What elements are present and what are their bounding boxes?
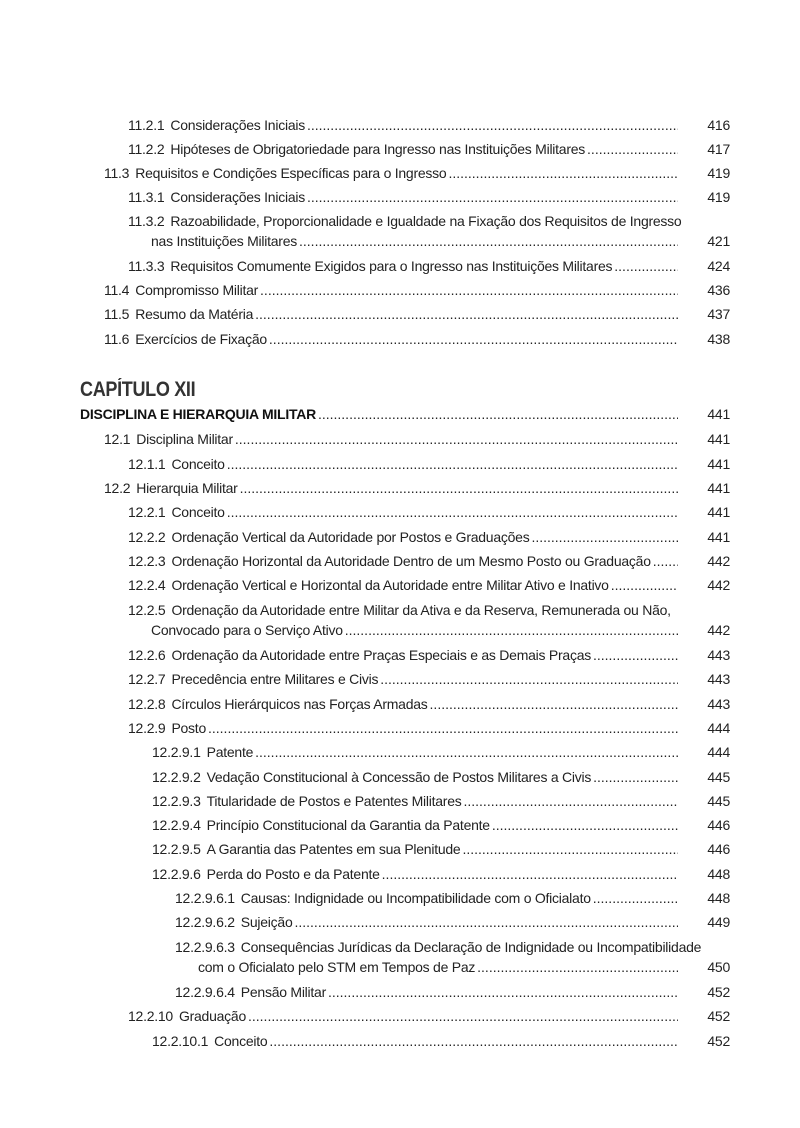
entry-page: 438 xyxy=(707,331,730,347)
entry-page: 437 xyxy=(707,306,730,322)
entry-page: 441 xyxy=(707,406,730,422)
leader-dots xyxy=(430,694,678,714)
leader-dots xyxy=(380,669,678,689)
entry-number: 12.2.9.1 xyxy=(152,744,201,760)
entry-number: 11.2.1 xyxy=(128,117,165,133)
entry-title: Resumo da Matéria xyxy=(135,306,254,322)
toc-entry[interactable] xyxy=(128,502,730,522)
entry-number: 11.3.1 xyxy=(128,189,165,205)
entry-number: 12.2.6 xyxy=(128,647,166,663)
entry-page: 442 xyxy=(707,553,730,569)
leader-dots xyxy=(611,575,678,595)
leader-dots xyxy=(448,163,678,183)
toc-entry[interactable] xyxy=(152,815,730,835)
toc-entry[interactable] xyxy=(175,888,730,908)
entry-number: 12.2.9.6.4 xyxy=(175,984,235,1000)
entry-page: 436 xyxy=(707,282,730,298)
leader-dots xyxy=(269,329,678,349)
toc-entry[interactable] xyxy=(128,527,730,547)
entry-page: 419 xyxy=(707,189,730,205)
entry-number: 12.2.9.6.3 xyxy=(175,939,235,955)
entry-page: 452 xyxy=(707,1033,730,1049)
leader-dots xyxy=(307,115,678,135)
entry-title: Patente xyxy=(206,744,254,760)
leader-dots xyxy=(345,620,678,640)
entry-number: 12.2.1 xyxy=(128,504,166,520)
toc-entry[interactable] xyxy=(128,694,730,714)
entry-page: 416 xyxy=(707,117,730,133)
entry-title: Considerações Iniciais xyxy=(170,117,305,133)
toc-entry[interactable] xyxy=(128,645,730,665)
chapter-label: CAPÍTULO XII xyxy=(80,378,196,401)
entry-title: Disciplina Militar xyxy=(136,431,233,447)
entry-page: 443 xyxy=(707,647,730,663)
leader-dots xyxy=(492,815,678,835)
entry-title: Círculos Hierárquicos nas Forças Armadas xyxy=(171,696,428,712)
toc-entry[interactable] xyxy=(128,669,730,689)
toc-entry[interactable] xyxy=(152,791,730,811)
toc-entry[interactable] xyxy=(128,187,730,207)
entry-title-cont: nas Instituições Militares xyxy=(151,233,298,249)
leader-dots xyxy=(653,551,678,571)
toc-entry[interactable] xyxy=(104,304,730,324)
chapter-heading: DISCIPLINA E HIERARQUIA MILITAR xyxy=(80,406,316,422)
entry-title: Razoabilidade, Proporcionalidade e Igualdade na Fixação dos Requisitos de Ingresso xyxy=(170,213,682,229)
entry-number: 12.2.10.1 xyxy=(152,1033,209,1049)
entry-title: Causas: Indignidade ou Incompatibilidade com o Oficialato xyxy=(240,890,591,906)
entry-title: Sujeição xyxy=(240,914,293,930)
leader-dots xyxy=(208,718,678,738)
entry-title: Titularidade de Postos e Patentes Militares xyxy=(206,793,462,809)
entry-title: Conceito xyxy=(171,504,225,520)
toc-entry[interactable] xyxy=(152,864,730,884)
toc-entry[interactable] xyxy=(128,139,730,159)
leader-dots xyxy=(255,742,678,762)
entry-page: 450 xyxy=(707,959,730,975)
entry-page: 446 xyxy=(707,841,730,857)
entry-number: 12.2.9.4 xyxy=(152,817,201,833)
entry-page: 452 xyxy=(707,1008,730,1024)
entry-title: Graduação xyxy=(178,1008,246,1024)
entry-title: Hipóteses de Obrigatoriedade para Ingresso nas Instituições Militares xyxy=(170,141,586,157)
toc-entry[interactable] xyxy=(104,280,730,300)
entry-number: 12.2.9.6.2 xyxy=(175,914,235,930)
entry-number: 12.2 xyxy=(104,480,131,496)
toc-entry[interactable] xyxy=(128,1006,730,1026)
entry-number: 11.3.3 xyxy=(128,258,165,274)
leader-dots xyxy=(382,864,678,884)
entry-number: 11.2.2 xyxy=(128,141,165,157)
entry-number: 12.2.9.3 xyxy=(152,793,201,809)
entry-number: 12.2.9.5 xyxy=(152,841,201,857)
entry-number: 11.6 xyxy=(104,331,130,347)
entry-title-cont: Convocado para o Serviço Ativo xyxy=(151,622,343,638)
entry-number: 12.2.9 xyxy=(128,720,166,736)
entry-page: 421 xyxy=(707,233,730,249)
leader-dots xyxy=(593,767,678,787)
entry-page: 417 xyxy=(707,141,730,157)
leader-dots xyxy=(248,1006,678,1026)
entry-number: 12.2.7 xyxy=(128,671,166,687)
toc-entry[interactable] xyxy=(128,211,730,251)
entry-page: 442 xyxy=(707,577,730,593)
toc-entry[interactable] xyxy=(152,767,730,787)
entry-page: 443 xyxy=(707,696,730,712)
entry-page: 441 xyxy=(707,431,730,447)
leader-dots xyxy=(235,429,678,449)
toc-entry[interactable] xyxy=(152,742,730,762)
leader-dots xyxy=(477,957,678,977)
entry-title: Ordenação da Autoridade entre Militar da Ativa e da Reserva, Remunerada ou Não, xyxy=(171,602,671,618)
entry-number: 11.5 xyxy=(104,306,130,322)
entry-page: 441 xyxy=(707,456,730,472)
leader-dots xyxy=(307,187,678,207)
entry-page: 441 xyxy=(707,529,730,545)
entry-page: 419 xyxy=(707,165,730,181)
entry-number: 12.2.9.2 xyxy=(152,769,201,785)
entry-title: Ordenação da Autoridade entre Praças Especiais e as Demais Praças xyxy=(171,647,591,663)
leader-dots xyxy=(328,982,678,1002)
entry-page: 445 xyxy=(707,793,730,809)
leader-dots xyxy=(227,454,678,474)
entry-page: 445 xyxy=(707,769,730,785)
leader-dots xyxy=(463,791,678,811)
entry-title: Pensão Militar xyxy=(240,984,326,1000)
leader-dots xyxy=(294,912,678,932)
toc-entry[interactable] xyxy=(128,115,730,135)
leader-dots xyxy=(299,231,678,251)
entry-title: Hierarquia Militar xyxy=(136,480,238,496)
entry-number: 12.2.3 xyxy=(128,553,166,569)
entry-title: Exercícios de Fixação xyxy=(135,331,267,347)
entry-title: Ordenação Vertical da Autoridade por Postos e Graduações xyxy=(171,529,530,545)
toc-entry[interactable] xyxy=(104,478,730,498)
leader-dots xyxy=(462,839,678,859)
toc-entry[interactable] xyxy=(152,839,730,859)
toc-entry[interactable] xyxy=(128,600,730,640)
toc-entry[interactable] xyxy=(128,575,730,595)
leader-dots xyxy=(531,527,678,547)
entry-title: Conceito xyxy=(171,456,225,472)
leader-dots xyxy=(614,256,678,276)
entry-title: Compromisso Militar xyxy=(135,282,259,298)
entry-page: 441 xyxy=(707,480,730,496)
toc-entry[interactable] xyxy=(104,329,730,349)
entry-title: Ordenação Vertical e Horizontal da Autoridade entre Militar Ativo e Inativo xyxy=(171,577,609,593)
entry-number: 12.2.9.6 xyxy=(152,866,201,882)
leader-dots xyxy=(593,888,678,908)
entry-title: Considerações Iniciais xyxy=(170,189,305,205)
toc-entry[interactable] xyxy=(128,256,730,276)
leader-dots xyxy=(260,280,678,300)
entry-title: Ordenação Horizontal da Autoridade Dentro de um Mesmo Posto ou Graduação xyxy=(171,553,651,569)
entry-number: 12.1 xyxy=(104,431,131,447)
entry-page: 448 xyxy=(707,890,730,906)
entry-title: Princípio Constitucional da Garantia da Patente xyxy=(206,817,490,833)
toc-entry[interactable] xyxy=(128,718,730,738)
entry-page: 448 xyxy=(707,866,730,882)
entry-page: 449 xyxy=(707,914,730,930)
entry-title: A Garantia das Patentes em sua Plenitude xyxy=(206,841,461,857)
leader-dots xyxy=(240,478,678,498)
entry-number: 12.1.1 xyxy=(128,456,166,472)
leader-dots xyxy=(227,502,678,522)
toc-entry[interactable] xyxy=(128,551,730,571)
entry-number: 12.2.10 xyxy=(128,1008,173,1024)
entry-number: 12.2.9.6.1 xyxy=(175,890,235,906)
entry-title: Consequências Jurídicas da Declaração de Indignidade ou Incompatibilidade xyxy=(240,939,702,955)
entry-title-cont: com o Oficialato pelo STM em Tempos de Paz xyxy=(198,959,476,975)
entry-page: 442 xyxy=(707,622,730,638)
leader-dots xyxy=(318,404,678,424)
entry-title: Precedência entre Militares e Civis xyxy=(171,671,379,687)
leader-dots xyxy=(255,304,678,324)
entry-title: Requisitos Comumente Exigidos para o Ingresso nas Instituições Militares xyxy=(170,258,613,274)
entry-number: 11.4 xyxy=(104,282,130,298)
toc-entry[interactable] xyxy=(104,163,730,183)
entry-page: 441 xyxy=(707,504,730,520)
entry-title: Vedação Constitucional à Concessão de Postos Militares a Civis xyxy=(206,769,592,785)
leader-dots xyxy=(269,1031,678,1051)
entry-page: 444 xyxy=(707,720,730,736)
toc-entry[interactable] xyxy=(175,982,730,1002)
entry-number: 11.3 xyxy=(104,165,130,181)
entry-title: Conceito xyxy=(214,1033,268,1049)
toc-entry[interactable] xyxy=(152,1031,730,1051)
leader-dots xyxy=(593,645,678,665)
entry-page: 444 xyxy=(707,744,730,760)
entry-number: 12.2.5 xyxy=(128,602,166,618)
toc-entry[interactable] xyxy=(128,454,730,474)
toc-entry[interactable] xyxy=(175,937,730,977)
toc-entry[interactable] xyxy=(104,429,730,449)
entry-title: Posto xyxy=(171,720,206,736)
entry-title: Perda do Posto e da Patente xyxy=(206,866,380,882)
entry-page: 443 xyxy=(707,671,730,687)
entry-number: 12.2.4 xyxy=(128,577,166,593)
entry-page: 424 xyxy=(707,258,730,274)
entry-page: 446 xyxy=(707,817,730,833)
entry-number: 12.2.8 xyxy=(128,696,166,712)
chapter-heading-entry[interactable] xyxy=(80,404,730,424)
entry-page: 452 xyxy=(707,984,730,1000)
toc-entry[interactable] xyxy=(175,912,730,932)
entry-number: 11.3.2 xyxy=(128,213,165,229)
leader-dots xyxy=(587,139,678,159)
entry-title: Requisitos e Condições Específicas para o Ingresso xyxy=(135,165,447,181)
entry-number: 12.2.2 xyxy=(128,529,166,545)
